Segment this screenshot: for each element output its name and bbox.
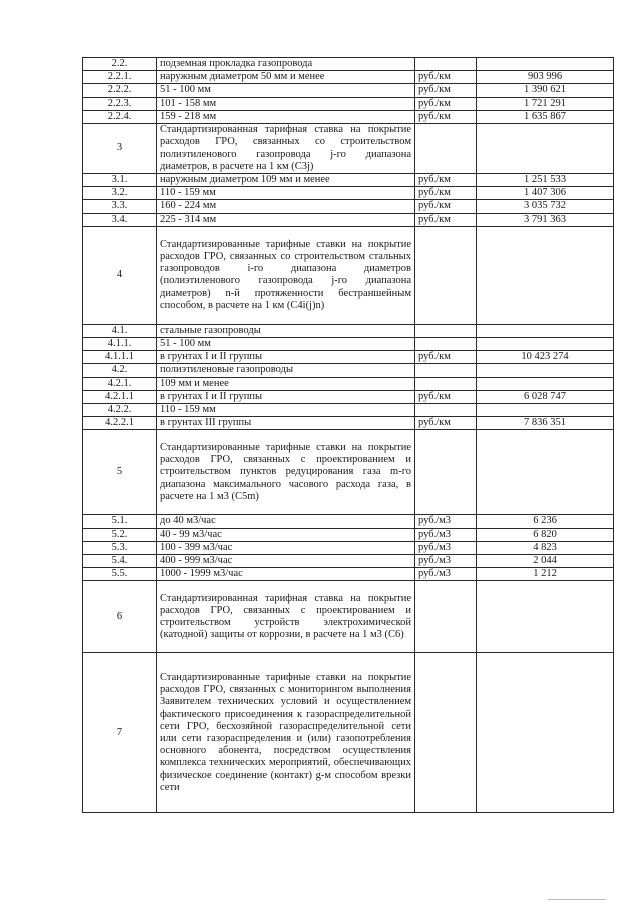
- row-code: 5.2.: [83, 528, 157, 541]
- row-code: 3.3.: [83, 200, 157, 213]
- row-unit: [415, 324, 477, 337]
- row-code: 2.2.3.: [83, 97, 157, 110]
- table-row: [83, 226, 614, 324]
- row-description: полиэтиленовые газопроводы: [157, 364, 415, 377]
- row-code: 7: [83, 653, 157, 813]
- row-value: 6 820: [477, 528, 614, 541]
- row-code: 3.1.: [83, 174, 157, 187]
- tariff-table: [82, 57, 614, 813]
- table-row: [83, 71, 614, 84]
- table-row: [83, 377, 614, 390]
- row-value: [477, 324, 614, 337]
- row-unit: руб./км: [415, 213, 477, 226]
- row-value: 1 251 533: [477, 174, 614, 187]
- row-value: 1 721 291: [477, 97, 614, 110]
- row-value: 4 823: [477, 541, 614, 554]
- row-unit: руб./км: [415, 174, 477, 187]
- row-code: 2.2.: [83, 58, 157, 71]
- table-row: [83, 351, 614, 364]
- row-unit: руб./м3: [415, 555, 477, 568]
- row-description: Стандартизированные тарифные ставки на покрытие расходов ГРО, связанных с проектированием и строительством пунктов редуцирования газа m-го диапазона максимального часового расхода газа, в расчете на 1 м3 (C5m): [157, 430, 415, 515]
- table-row: [83, 364, 614, 377]
- table-row: [83, 200, 614, 213]
- row-value: [477, 653, 614, 813]
- row-code: 4.2.: [83, 364, 157, 377]
- row-unit: руб./км: [415, 97, 477, 110]
- row-value: [477, 404, 614, 417]
- row-value: [477, 430, 614, 515]
- row-unit: [415, 653, 477, 813]
- table-row: [83, 110, 614, 123]
- row-description: 109 мм и менее: [157, 377, 415, 390]
- row-unit: руб./км: [415, 110, 477, 123]
- row-description: наружным диаметром 109 мм и менее: [157, 174, 415, 187]
- row-code: 4.2.2.: [83, 404, 157, 417]
- table-row: [83, 324, 614, 337]
- row-unit: [415, 226, 477, 324]
- row-value: 7 836 351: [477, 417, 614, 430]
- row-description: 225 - 314 мм: [157, 213, 415, 226]
- table-row: [83, 390, 614, 403]
- row-code: 4.1.1.: [83, 338, 157, 351]
- tariff-table-body: [83, 58, 614, 813]
- row-code: 4.1.: [83, 324, 157, 337]
- row-value: 6 028 747: [477, 390, 614, 403]
- row-value: [477, 226, 614, 324]
- table-row: [83, 213, 614, 226]
- row-value: 1 390 621: [477, 84, 614, 97]
- scan-mark: [548, 899, 606, 900]
- row-unit: руб./м3: [415, 515, 477, 528]
- table-row: [83, 653, 614, 813]
- row-code: 4.2.1.1: [83, 390, 157, 403]
- row-code: 6: [83, 581, 157, 653]
- row-description: до 40 м3/час: [157, 515, 415, 528]
- table-row: [83, 430, 614, 515]
- row-code: 4.2.1.: [83, 377, 157, 390]
- row-code: 4.1.1.1: [83, 351, 157, 364]
- table-row: [83, 174, 614, 187]
- row-value: 1 635 867: [477, 110, 614, 123]
- row-code: 3.2.: [83, 187, 157, 200]
- table-row: [83, 417, 614, 430]
- table-row: [83, 541, 614, 554]
- row-description: 100 - 399 м3/час: [157, 541, 415, 554]
- row-value: 10 423 274: [477, 351, 614, 364]
- row-description: наружным диаметром 50 мм и менее: [157, 71, 415, 84]
- row-code: 3: [83, 124, 157, 174]
- row-code: 4: [83, 226, 157, 324]
- row-description: стальные газопроводы: [157, 324, 415, 337]
- table-row: [83, 404, 614, 417]
- row-description: 160 - 224 мм: [157, 200, 415, 213]
- row-value: [477, 581, 614, 653]
- row-code: 2.2.1.: [83, 71, 157, 84]
- row-value: 3 791 363: [477, 213, 614, 226]
- row-value: 1 212: [477, 568, 614, 581]
- row-unit: [415, 124, 477, 174]
- row-description: в грунтах I и II группы: [157, 390, 415, 403]
- table-row: [83, 84, 614, 97]
- row-unit: [415, 581, 477, 653]
- row-unit: руб./км: [415, 351, 477, 364]
- row-value: 2 044: [477, 555, 614, 568]
- row-unit: [415, 364, 477, 377]
- row-description: в грунтах I и II группы: [157, 351, 415, 364]
- row-description: 40 - 99 м3/час: [157, 528, 415, 541]
- row-value: [477, 364, 614, 377]
- row-code: 2.2.2.: [83, 84, 157, 97]
- table-row: [83, 581, 614, 653]
- row-unit: руб./м3: [415, 568, 477, 581]
- table-row: [83, 568, 614, 581]
- row-description: 51 - 100 мм: [157, 338, 415, 351]
- row-value: 3 035 732: [477, 200, 614, 213]
- row-unit: [415, 430, 477, 515]
- row-unit: [415, 338, 477, 351]
- row-code: 5.5.: [83, 568, 157, 581]
- row-code: 2.2.4.: [83, 110, 157, 123]
- row-unit: руб./км: [415, 187, 477, 200]
- row-unit: руб./км: [415, 71, 477, 84]
- table-row: [83, 58, 614, 71]
- row-unit: [415, 377, 477, 390]
- table-row: [83, 555, 614, 568]
- row-value: 903 996: [477, 71, 614, 84]
- row-unit: [415, 58, 477, 71]
- row-code: 4.2.2.1: [83, 417, 157, 430]
- row-value: [477, 377, 614, 390]
- row-value: 1 407 306: [477, 187, 614, 200]
- row-value: 6 236: [477, 515, 614, 528]
- row-value: [477, 124, 614, 174]
- row-unit: руб./км: [415, 200, 477, 213]
- row-unit: руб./км: [415, 417, 477, 430]
- row-description: 400 - 999 м3/час: [157, 555, 415, 568]
- row-description: Стандартизированные тарифные ставки на покрытие расходов ГРО, связанных со строительством стальных газопроводов i-го диапазона диаметров (полиэтиленового газопровода j-го диапазона диаметров) n-й протяженности бестраншейным способом, в расчете на 1 км (C4i(j)n): [157, 226, 415, 324]
- row-description: 51 - 100 мм: [157, 84, 415, 97]
- table-row: [83, 124, 614, 174]
- table-row: [83, 515, 614, 528]
- row-code: 5.3.: [83, 541, 157, 554]
- table-row: [83, 187, 614, 200]
- table-row: [83, 97, 614, 110]
- row-description: Стандартизированные тарифные ставки на покрытие расходов ГРО, связанных с мониторингом выполнения Заявителем технических условий и осуществлением фактического присоединения к газораспределительной сети ГРО, бесхозяйной газораспределительной сети или сети газораспределения и (или) газопотребления основного абонента, посредством осуществления комплекса технических мероприятий, обеспечивающих физическое соединение (контакт) g-м способом врезки сети: [157, 653, 415, 813]
- row-unit: руб./км: [415, 84, 477, 97]
- row-code: 5.1.: [83, 515, 157, 528]
- row-unit: руб./м3: [415, 528, 477, 541]
- row-code: 5: [83, 430, 157, 515]
- row-description: 159 - 218 мм: [157, 110, 415, 123]
- table-row: [83, 528, 614, 541]
- row-description: подземная прокладка газопровода: [157, 58, 415, 71]
- row-description: Стандартизированная тарифная ставка на покрытие расходов ГРО, связанных с проектированием и строительством устройств электрохимической (катодной) защиты от коррозии, в расчете на 1 м3 (C6): [157, 581, 415, 653]
- row-unit: [415, 404, 477, 417]
- row-code: 5.4.: [83, 555, 157, 568]
- row-description: Стандартизированная тарифная ставка на покрытие расходов ГРО, связанных со строительством полиэтиленового газопровода j-го диапазона диаметров, в расчете на 1 км (C3j): [157, 124, 415, 174]
- row-value: [477, 338, 614, 351]
- row-description: 1000 - 1999 м3/час: [157, 568, 415, 581]
- row-description: в грунтах III группы: [157, 417, 415, 430]
- row-code: 3.4.: [83, 213, 157, 226]
- row-unit: руб./км: [415, 390, 477, 403]
- row-description: 110 - 159 мм: [157, 187, 415, 200]
- row-description: 101 - 158 мм: [157, 97, 415, 110]
- row-description: 110 - 159 мм: [157, 404, 415, 417]
- row-value: [477, 58, 614, 71]
- row-unit: руб./м3: [415, 541, 477, 554]
- table-row: [83, 338, 614, 351]
